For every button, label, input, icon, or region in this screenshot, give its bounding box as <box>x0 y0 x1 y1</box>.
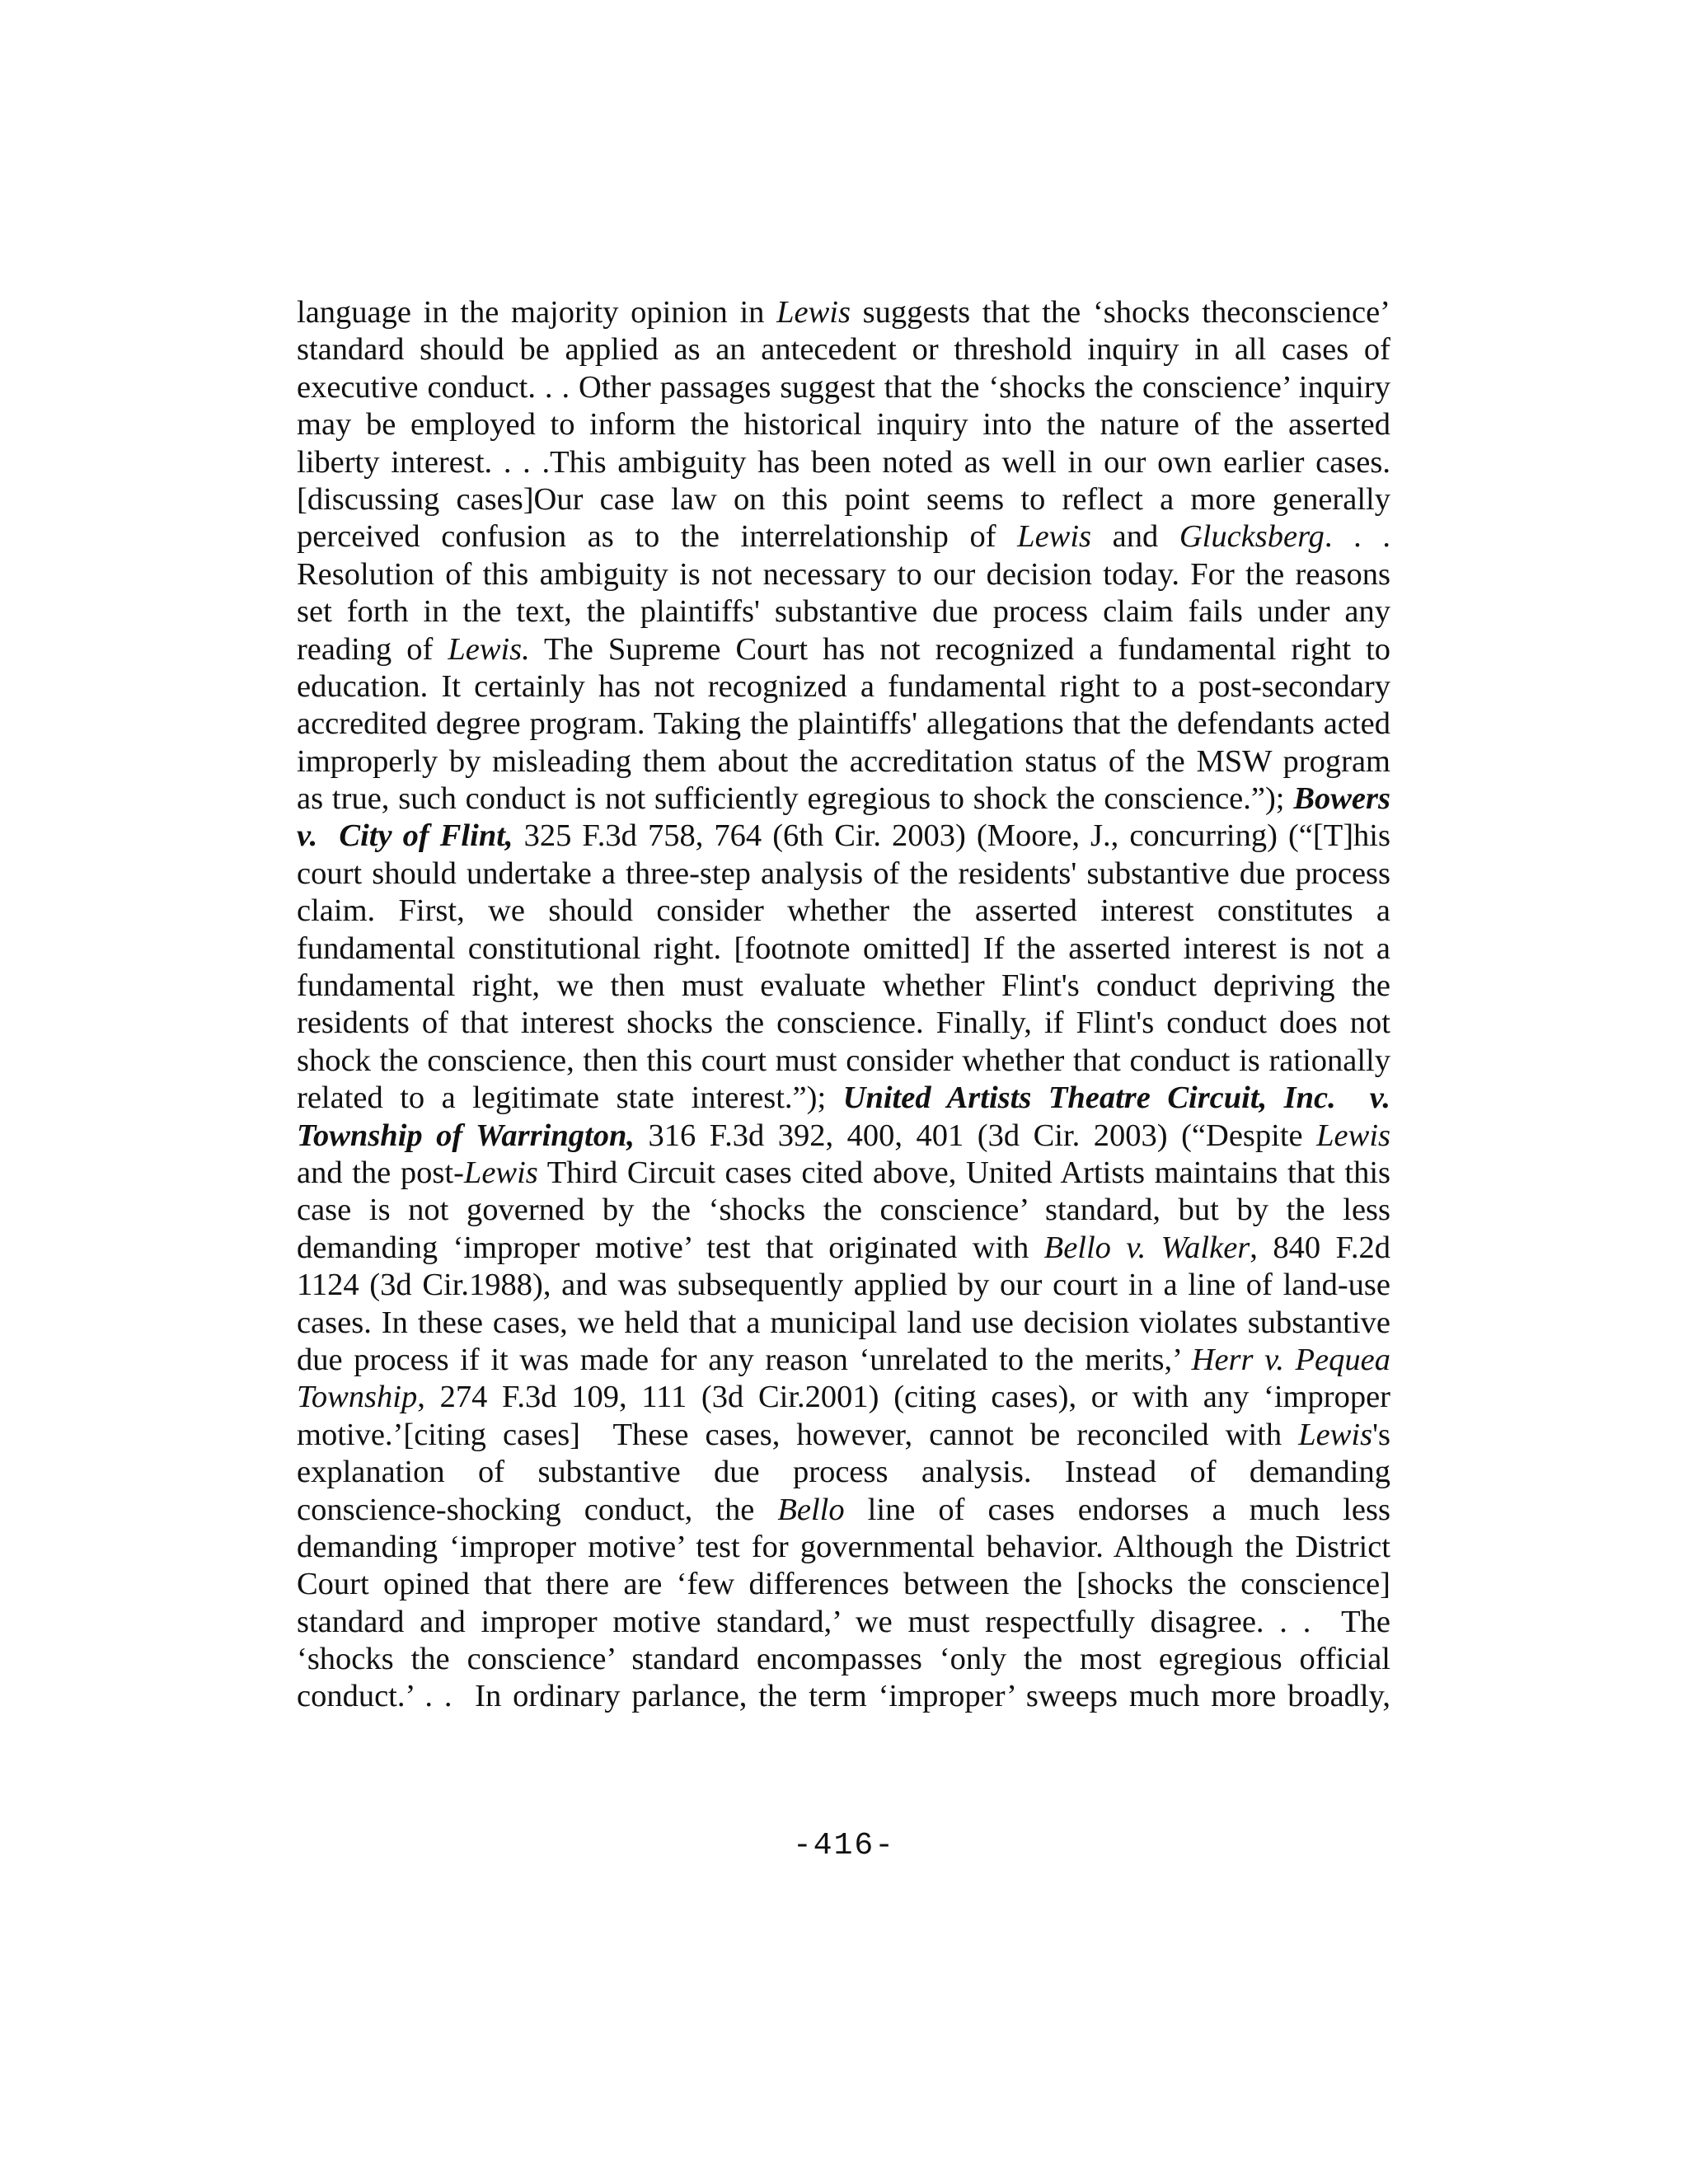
text-line <box>297 556 1390 593</box>
italic-run: Herr v. Pequea <box>1191 1342 1390 1377</box>
text-run: residents of that interest shocks the conscience. Finally, if Flint's conduct does not <box>297 1005 1390 1041</box>
text-line <box>297 518 1390 555</box>
text-line <box>297 481 1390 518</box>
text-run: improperly by misleading them about the accreditation status of the MSW program <box>297 743 1390 779</box>
italic-run: Lewis <box>776 295 851 330</box>
text-line <box>297 593 1390 630</box>
text-run: The Supreme Court has not recognized a fundamental right to <box>529 631 1391 667</box>
text-run: 's <box>1372 1417 1390 1452</box>
text-line <box>297 780 1390 818</box>
text-run: related to a legitimate state interest.”); <box>297 1080 843 1116</box>
text-run: standard and improper motive standard,’ we must respectfully disagree. . . The <box>297 1604 1390 1639</box>
text-run: as true, such conduct is not sufficiently egregious to shock the conscience.”); <box>297 781 1294 817</box>
text-line <box>297 1043 1390 1080</box>
italic-run: Glucksberg <box>1179 519 1325 555</box>
text-run: Court opined that there are ‘few differences between the [shocks the conscience] <box>297 1567 1390 1602</box>
text-line <box>297 1005 1390 1042</box>
text-line <box>297 1118 1390 1155</box>
case-citation: Township of Warrington, <box>297 1118 635 1153</box>
text-run: demanding ‘improper motive’ test that originated with <box>297 1230 1044 1265</box>
text-run: court should undertake a three-step analysis of the residents' substantive due process <box>297 855 1390 891</box>
text-run: line of cases endorses a much less <box>844 1492 1390 1527</box>
text-line <box>297 1492 1390 1529</box>
text-line <box>297 1379 1390 1416</box>
text-line <box>297 1529 1390 1566</box>
text-run: ‘shocks the conscience’ standard encompasses ‘only the most egregious official <box>297 1642 1390 1677</box>
text-run: 325 F.3d 758, 764 (6th Cir. 2003) (Moore, J., concurring) (“[T]his <box>513 818 1390 854</box>
text-run: Third Circuit cases cited above, United Artists maintains that this <box>537 1155 1390 1190</box>
text-run: motive.’[citing cases] These cases, however, cannot be reconciled with <box>297 1417 1299 1452</box>
italic-run: Township <box>297 1380 418 1415</box>
text-run: 316 F.3d 392, 400, 401 (3d Cir. 2003) (“Despite <box>635 1118 1317 1153</box>
text-line <box>297 1155 1390 1192</box>
text-line <box>297 1305 1390 1342</box>
text-run: liberty interest. . . .This ambiguity has been noted as well in our own earlier cases. <box>297 444 1390 480</box>
text-run: cases. In these cases, we held that a municipal land use decision violates substantive <box>297 1305 1390 1340</box>
text-run: 1124 (3d Cir.1988), and was subsequently applied by our court in a line of land-use <box>297 1268 1390 1303</box>
text-run: claim. First, we should consider whether the asserted interest constitutes a <box>297 893 1390 929</box>
text-run: , 840 F.2d <box>1250 1230 1390 1265</box>
text-run: and <box>1091 519 1179 555</box>
text-line <box>297 1080 1390 1117</box>
text-line <box>297 331 1390 368</box>
case-citation: Bowers <box>1293 781 1390 817</box>
text-run: set forth in the text, the plaintiffs' substantive due process claim fails under any <box>297 594 1390 630</box>
text-run: education. It certainly has not recognized a fundamental right to a post-secondary <box>297 668 1390 704</box>
italic-run: Lewis <box>463 1155 538 1190</box>
text-line <box>297 1267 1390 1304</box>
text-run: reading of <box>297 631 448 667</box>
text-run: accredited degree program. Taking the plaintiffs' allegations that the defendants acted <box>297 706 1390 742</box>
text-line <box>297 444 1390 481</box>
text-line <box>297 631 1390 668</box>
text-run: [discussing cases]Our case law on this point seems to reflect a more generally <box>297 481 1390 517</box>
page-number: -416- <box>792 1828 896 1863</box>
text-line <box>297 743 1390 780</box>
text-run: executive conduct. . . Other passages suggest that the ‘shocks the conscience’ inquiry <box>297 369 1390 405</box>
text-line <box>297 705 1390 743</box>
text-run: . . . <box>1324 519 1390 555</box>
text-line <box>297 930 1390 968</box>
text-line <box>297 1566 1390 1603</box>
text-line <box>297 294 1390 331</box>
text-run: fundamental constitutional right. [footnote omitted] If the asserted interest is not a <box>297 930 1390 966</box>
text-run: shock the conscience, then this court must consider whether that conduct is rationally <box>297 1043 1390 1078</box>
text-line <box>297 1641 1390 1678</box>
text-run: explanation of substantive due process analysis. Instead of demanding <box>297 1455 1390 1490</box>
text-line <box>297 818 1390 855</box>
italic-run: Bello <box>777 1492 845 1527</box>
text-line <box>297 1342 1390 1379</box>
case-citation: v. City of Flint, <box>297 818 513 854</box>
text-run: suggests that the ‘shocks theconscience’ <box>850 295 1390 330</box>
text-line <box>297 668 1390 705</box>
italic-run: Lewis <box>1017 519 1092 555</box>
text-run: may be employed to inform the historical inquiry into the nature of the asserted <box>297 407 1390 443</box>
text-run: and the post- <box>297 1155 464 1190</box>
text-run: standard should be applied as an antecedent or threshold inquiry in all cases of <box>297 332 1390 368</box>
text-run: conscience-shocking conduct, the <box>297 1492 778 1527</box>
text-run: Resolution of this ambiguity is not necessary to our decision today. For the reasons <box>297 556 1390 592</box>
text-run: , 274 F.3d 109, 111 (3d Cir.2001) (citing cases), or with any ‘improper <box>417 1380 1390 1415</box>
italic-run: Lewis <box>1298 1417 1373 1452</box>
text-run: conduct.’ . . In ordinary parlance, the term ‘improper’ sweeps much more broadly, <box>297 1679 1390 1714</box>
text-line <box>297 968 1390 1005</box>
text-line <box>297 1678 1390 1715</box>
text-line <box>297 893 1390 930</box>
text-line <box>297 1192 1390 1229</box>
italic-run: Lewis <box>1316 1118 1390 1153</box>
text-line <box>297 1417 1390 1454</box>
case-citation: United Artists Theatre Circuit, Inc. v. <box>842 1080 1390 1116</box>
text-run: demanding ‘improper motive’ test for governmental behavior. Although the District <box>297 1529 1390 1564</box>
text-run: case is not governed by the ‘shocks the conscience’ standard, but by the less <box>297 1193 1390 1228</box>
text-run: fundamental right, we then must evaluate whether Flint's conduct depriving the <box>297 968 1390 1004</box>
text-line <box>297 1230 1390 1267</box>
text-line <box>297 406 1390 443</box>
text-line <box>297 1454 1390 1491</box>
text-run: due process if it was made for any reason ‘unrelated to the merits,’ <box>297 1342 1192 1377</box>
text-run: perceived confusion as to the interrelationship of <box>297 519 1018 555</box>
text-line <box>297 1604 1390 1641</box>
text-line <box>297 369 1390 406</box>
text-line <box>297 855 1390 893</box>
body-text <box>297 294 1390 1716</box>
text-run: language in the majority opinion in <box>297 295 777 330</box>
italic-run: Lewis. <box>448 631 530 667</box>
italic-run: Bello v. Walker <box>1043 1230 1250 1265</box>
